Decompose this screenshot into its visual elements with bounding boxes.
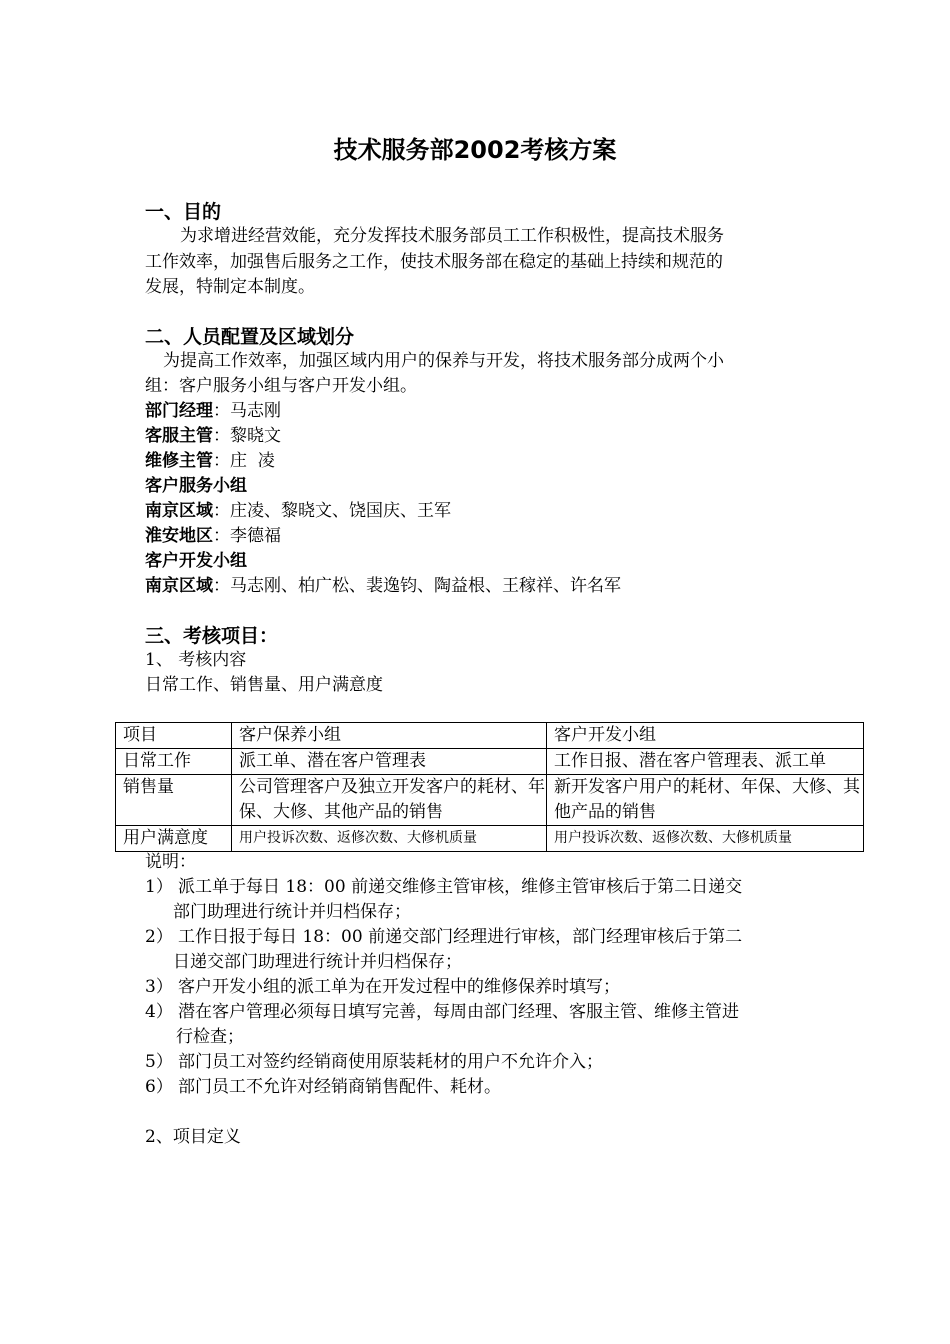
content-summary: 日常工作、销售量、用户满意度 bbox=[145, 675, 383, 695]
area-members: 李德福 bbox=[230, 526, 281, 546]
note-2-line-1: 工作日报于每日 18：00 前递交部门经理进行审核，部门经理审核后于第二 bbox=[178, 927, 743, 947]
table-cell: 用户投诉次数、返修次数、大修机质量 bbox=[547, 826, 864, 852]
table-cell: 用户满意度 bbox=[116, 826, 232, 852]
group-development-nanjing: 南京区域：马志刚、柏广松、裴逸钧、陶益根、王稼祥、许名军 bbox=[145, 576, 621, 596]
assessment-table bbox=[115, 722, 864, 852]
group-service-huaian: 淮安地区：李德福 bbox=[145, 526, 281, 546]
table-cell: 日常工作 bbox=[116, 749, 232, 775]
staffing-line-1: 为提高工作效率，加强区域内用户的保养与开发，将技术服务部分成两个小 bbox=[163, 351, 724, 371]
table-cell: 销售量 bbox=[116, 775, 232, 826]
table-cell: 公司管理客户及独立开发客户的耗材、年保、大修、其他产品的销售 bbox=[232, 775, 547, 826]
table-cell: 新开发客户用户的耗材、年保、大修、其他产品的销售 bbox=[547, 775, 864, 826]
note-2-line-2: 日递交部门助理进行统计并归档保存； bbox=[173, 952, 462, 972]
area-members: 庄凌、黎晓文、饶国庆、王军 bbox=[230, 501, 451, 521]
purpose-line-3: 发展，特制定本制度。 bbox=[145, 277, 315, 297]
note-4-line-1: 潜在客户管理必须每日填写完善，每周由部门经理、客服主管、维修主管进 bbox=[178, 1002, 739, 1022]
role-value: 庄 凌 bbox=[230, 451, 275, 471]
group-service-nanjing: 南京区域：庄凌、黎晓文、饶国庆、王军 bbox=[145, 501, 451, 521]
note-1-line-1: 派工单于每日 18：00 前递交维修主管审核，维修主管审核后于第二日递交 bbox=[178, 877, 743, 897]
table-cell: 工作日报、潜在客户管理表、派工单 bbox=[547, 749, 864, 775]
note-3-number: 3） bbox=[145, 977, 173, 997]
note-2-number: 2） bbox=[145, 927, 173, 947]
note-6-number: 6） bbox=[145, 1077, 173, 1097]
note-3-line-1: 客户开发小组的派工单为在开发过程中的维修保养时填写； bbox=[178, 977, 620, 997]
role-label: 维修主管 bbox=[145, 451, 213, 471]
table-header: 客户开发小组 bbox=[547, 723, 864, 749]
page-title: 技术服务部2002考核方案 bbox=[333, 136, 617, 164]
group-development-title: 客户开发小组 bbox=[145, 551, 247, 571]
role-label: 客服主管 bbox=[145, 426, 213, 446]
subsection-definitions: 2、项目定义 bbox=[145, 1127, 241, 1147]
area-label: 南京区域 bbox=[145, 501, 213, 521]
table-header: 客户保养小组 bbox=[232, 723, 547, 749]
section-heading-staffing: 二、人员配置及区域划分 bbox=[145, 326, 355, 348]
note-4-line-2: 行检查； bbox=[176, 1027, 244, 1047]
role-manager: 部门经理：马志刚 bbox=[145, 401, 281, 421]
staffing-line-2: 组：客户服务小组与客户开发小组。 bbox=[145, 376, 417, 396]
purpose-line-2: 工作效率，加强售后服务之工作，使技术服务部在稳定的基础上持续和规范的 bbox=[145, 252, 723, 272]
note-1-number: 1） bbox=[145, 877, 173, 897]
area-members: 马志刚、柏广松、裴逸钧、陶益根、王稼祥、许名军 bbox=[230, 576, 621, 596]
role-service-supervisor: 客服主管：黎晓文 bbox=[145, 426, 281, 446]
area-label: 淮安地区 bbox=[145, 526, 213, 546]
table-row bbox=[116, 826, 864, 852]
table-cell: 派工单、潜在客户管理表 bbox=[232, 749, 547, 775]
area-label: 南京区域 bbox=[145, 576, 213, 596]
note-1-line-2: 部门助理进行统计并归档保存； bbox=[173, 902, 411, 922]
note-6-line-1: 部门员工不允许对经销商销售配件、耗材。 bbox=[178, 1077, 501, 1097]
section-heading-assessment: 三、考核项目： bbox=[145, 625, 279, 647]
table-header: 项目 bbox=[116, 723, 232, 749]
role-value: 马志刚 bbox=[230, 401, 281, 421]
table-row bbox=[116, 749, 864, 775]
role-repair-supervisor: 维修主管：庄 凌 bbox=[145, 451, 275, 471]
note-4-number: 4） bbox=[145, 1002, 173, 1022]
role-value: 黎晓文 bbox=[230, 426, 281, 446]
note-5-line-1: 部门员工对签约经销商使用原装耗材的用户不允许介入； bbox=[178, 1052, 603, 1072]
table-row bbox=[116, 775, 864, 826]
table-cell: 用户投诉次数、返修次数、大修机质量 bbox=[232, 826, 547, 852]
table-header-row bbox=[116, 723, 864, 749]
notes-label: 说明： bbox=[145, 852, 196, 872]
subsection-content: 1、 考核内容 bbox=[145, 650, 247, 670]
section-heading-purpose: 一、目的 bbox=[145, 201, 222, 223]
group-service-title: 客户服务小组 bbox=[145, 476, 247, 496]
note-5-number: 5） bbox=[145, 1052, 173, 1072]
purpose-line-1: 为求增进经营效能，充分发挥技术服务部员工工作积极性，提高技术服务 bbox=[180, 226, 724, 246]
role-label: 部门经理 bbox=[145, 401, 213, 421]
